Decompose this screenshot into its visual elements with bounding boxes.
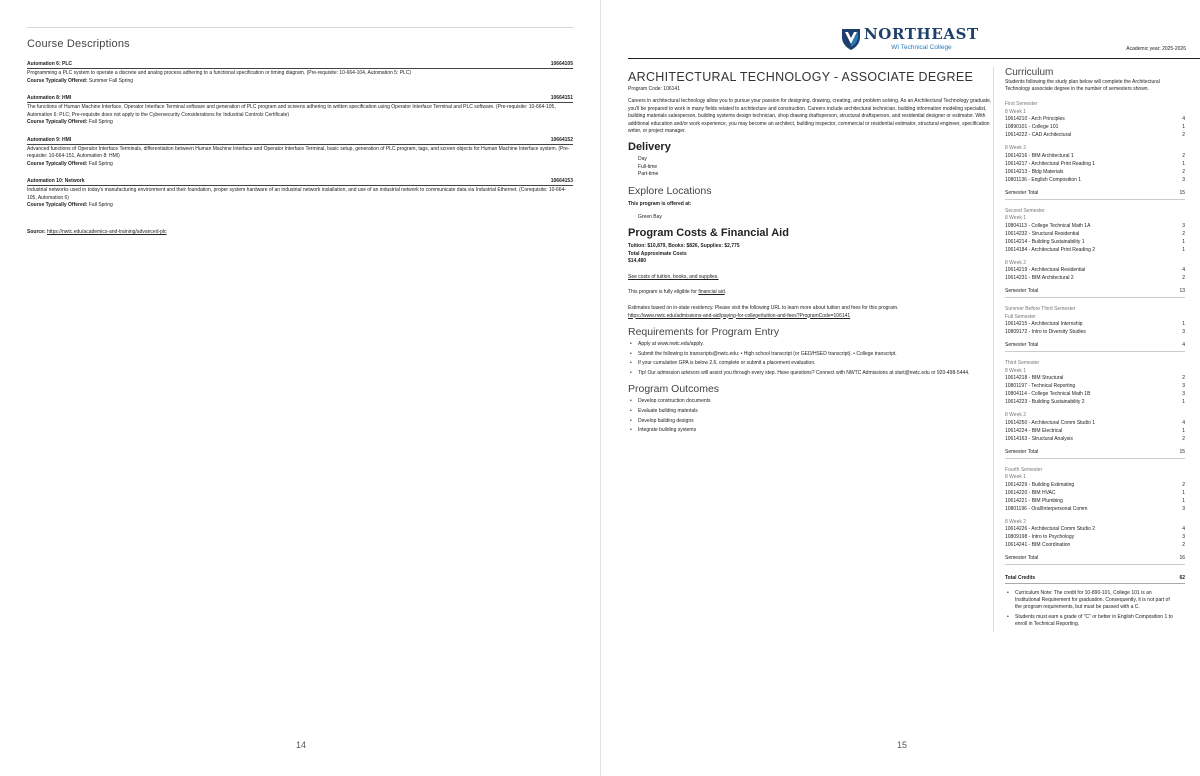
- curriculum-course-credits: 3: [1182, 176, 1185, 183]
- outcomes-list: [628, 398, 993, 434]
- curriculum-course-name: 10614224 - BIM Electrical: [1005, 427, 1063, 434]
- week-label: 8 Week 2: [1005, 145, 1027, 151]
- outcomes-heading: Program Outcomes: [628, 383, 720, 396]
- curriculum-course-row: [1005, 398, 1185, 406]
- course-entry: [27, 61, 573, 85]
- offered-label: Course Typically Offered:: [27, 160, 88, 167]
- week-label: 8 Week 1: [1005, 215, 1027, 221]
- curriculum-course-row: [1005, 382, 1185, 390]
- semester-total-row: [1005, 555, 1185, 565]
- curriculum-course-row: [1005, 238, 1185, 246]
- curriculum-course-name: 10614229 - Building Estimating: [1005, 481, 1075, 488]
- source-link[interactable]: https://nwtc.edu/academics-and-training/advanced-plc: [47, 229, 167, 235]
- semester-total-value: 15: [1179, 448, 1185, 455]
- course-entry: [27, 95, 573, 127]
- semester-total-value: 16: [1179, 555, 1185, 561]
- semester-total-row: [1005, 449, 1185, 459]
- curriculum-course-name: 10614215 - Architectural Internship: [1005, 321, 1083, 327]
- curriculum-course-row: [1005, 230, 1185, 238]
- curriculum-course-credits: 1: [1182, 238, 1185, 245]
- curriculum-course-row: [1005, 427, 1185, 435]
- curriculum-course-row: [1005, 246, 1185, 254]
- curriculum-course-row: [1005, 541, 1185, 549]
- source-label: Source:: [27, 229, 46, 235]
- program-main: [628, 70, 993, 437]
- curriculum-course-name: 10614226 - Architectural Comm Studio 2: [1005, 526, 1096, 532]
- offered-terms: Fall Spring: [88, 202, 113, 208]
- curriculum-course-credits: 2: [1182, 375, 1185, 381]
- requirement-item: • Tip! Our admission advisors will assist you through every step. Have questions? Connect with NWTC Admissions at start@nwtc.edu or 920-498-5444.: [628, 370, 993, 378]
- explore-heading: Explore Locations: [628, 184, 712, 197]
- curriculum-course-credits: 3: [1182, 383, 1185, 389]
- curriculum-course-credits: 1: [1182, 489, 1185, 496]
- offered-at-label: This program is offered at:: [628, 200, 692, 207]
- curriculum-course-row: [1005, 320, 1185, 328]
- curriculum-course-name: 10614210 - Arch Principles: [1005, 116, 1065, 122]
- curriculum-course-row: [1005, 489, 1185, 497]
- financial-aid-link[interactable]: financial aid: [698, 289, 725, 296]
- curriculum-course-row: [1005, 123, 1185, 131]
- curriculum-course-row: [1005, 176, 1185, 184]
- outcome-item: • Develop construction documents: [628, 398, 993, 406]
- curriculum-course-name: 10804113 - College Technical Math 1A: [1005, 222, 1091, 229]
- course-header: [27, 61, 573, 69]
- total-costs-value: $14,480: [628, 258, 647, 265]
- course-name: Automation 6: PLC: [27, 61, 72, 67]
- shield-logo-icon: [841, 27, 861, 51]
- curriculum-course-name: 10801136 - English Composition 1: [1005, 176, 1082, 183]
- curriculum-course-row: [1005, 222, 1185, 230]
- week-label: 8 Week 2: [1005, 518, 1027, 525]
- curriculum-intro: Students following the study plan below will complete the Architectural Technology associate degree in the number of semesters shown.: [1005, 79, 1160, 92]
- curriculum-course-row: [1005, 390, 1185, 398]
- course-offered: [27, 78, 573, 86]
- week-block: [1005, 313, 1185, 337]
- curriculum-course-name: 10890101 - College 101: [1005, 124, 1059, 130]
- curriculum-course-credits: 2: [1182, 435, 1185, 442]
- curriculum-course-name: 10614217 - Architectural Print Reading 1: [1005, 160, 1096, 167]
- tuition-line: Tuition: $10,879, Books: $826, Supplies: $2,775: [628, 242, 740, 249]
- curriculum-course-row: [1005, 481, 1185, 489]
- curriculum-course-credits: 1: [1182, 399, 1185, 405]
- curriculum-course-row: [1005, 435, 1185, 443]
- semester-title: First Semester: [1005, 101, 1038, 107]
- location: Green Bay: [638, 214, 662, 221]
- week-label: Full Semester: [1005, 313, 1036, 320]
- curriculum-course-name: 10614221 - BIM Plumbing: [1005, 497, 1063, 504]
- requirement-item: • Submit the following to transcripts@nwtc.edu: • High school transcript (or GED/HSED transcript). • College transcript.: [628, 351, 993, 359]
- offered-terms: Fall Spring: [88, 160, 113, 167]
- curriculum-course-row: [1005, 168, 1185, 176]
- course-code: 10664152: [550, 136, 573, 143]
- semester-total-value: 15: [1179, 189, 1185, 196]
- semester-list: [1005, 101, 1185, 565]
- semester-total-value: 13: [1179, 288, 1185, 294]
- semester-title: Second Semester: [1005, 207, 1045, 214]
- curriculum-course-name: 10809172 - Intro to Diversity Studies: [1005, 329, 1086, 335]
- course-description: Industrial networks used in today's manufacturing environment and their foundation, proper system hardware of an industrial network installation, and use of an industrial network to communicate data via Industrial Ethernet. (Corequisite: 10-664-105, Automation 6): [27, 187, 567, 201]
- week-block: [1005, 518, 1185, 550]
- delivery-item: Part-time: [638, 171, 659, 178]
- curriculum-course-row: [1005, 328, 1185, 336]
- curriculum-course-name: 10614232 - Structural Residential: [1005, 230, 1080, 237]
- curriculum-course-name: 10809198 - Intro to Psychology: [1005, 534, 1075, 540]
- curriculum-course-name: 10614216 - BIM Architectural 1: [1005, 152, 1074, 159]
- semester-total-label: Semester Total: [1005, 555, 1039, 561]
- curriculum-course-name: 10801196 - Oral/Interpersonal Comm: [1005, 505, 1088, 512]
- semester-total-row: [1005, 342, 1185, 352]
- semester-total-value: 4: [1182, 342, 1185, 348]
- course-offered: [27, 161, 573, 169]
- semester-total-label: Semester Total: [1005, 189, 1039, 196]
- course-description: Advanced functions of Operator Interface Terminals, differentiation between Human Machine Interface and Operator Interface Terminal, basic setup, generation of PLC program, tags, and screen objects for Human Machine Interface system. (Pre-requisite: 10-664-151, Automation 8: HMI): [27, 145, 570, 159]
- semester-title: Third Semester: [1005, 360, 1040, 366]
- curriculum-course-credits: 2: [1182, 168, 1185, 175]
- top-divider: [27, 27, 574, 28]
- curriculum-course-credits: 3: [1182, 391, 1185, 397]
- delivery-item: Full-time: [638, 163, 658, 170]
- program-title: ARCHITECTURAL TECHNOLOGY - ASSOCIATE DEGREE: [628, 70, 974, 84]
- week-label: 8 Week 2: [1005, 259, 1027, 266]
- curriculum-course-row: [1005, 374, 1185, 382]
- offered-label: Course Typically Offered:: [27, 119, 88, 125]
- total-credits-row: [1005, 575, 1185, 584]
- estimate-note: Estimates based on in-state residency. Please visit the following URL to learn more about tuition and fees for this program.: [628, 304, 899, 311]
- curriculum-course-name: 10614222 - CAD Architectural: [1005, 132, 1072, 138]
- header-divider: [628, 58, 1200, 59]
- outcome-item: • Integrate building systems: [628, 427, 993, 435]
- curriculum-course-row: [1005, 497, 1185, 505]
- curriculum-course-name: 10614214 - Building Sustainability 1: [1005, 238, 1085, 245]
- curriculum-course-credits: 2: [1182, 275, 1185, 281]
- outcome-item: • Develop building designs: [628, 418, 993, 426]
- curriculum-course-credits: 1: [1182, 246, 1185, 253]
- total-credits-label: Total Credits: [1005, 575, 1036, 581]
- curriculum-notes: [1005, 590, 1175, 628]
- course-entry: [27, 178, 573, 210]
- requirements-heading: Requirements for Program Entry: [628, 326, 780, 339]
- course-offered: [27, 119, 573, 127]
- semester-title: Fourth Semester: [1005, 466, 1043, 473]
- curriculum-course-row: [1005, 274, 1185, 282]
- curriculum-course-credits: 2: [1182, 481, 1185, 488]
- semester-block: [1005, 207, 1185, 299]
- week-label: 8 Week 1: [1005, 367, 1027, 374]
- curriculum-course-row: [1005, 505, 1185, 513]
- college-logo: [841, 27, 979, 51]
- logo-text: [864, 27, 979, 51]
- delivery-item: Day: [638, 155, 647, 162]
- costs-link[interactable]: See costs of tuition, books, and supplies.: [628, 273, 719, 280]
- curriculum-course-row: [1005, 131, 1185, 139]
- section-title: Course Descriptions: [27, 38, 130, 50]
- offered-terms: Summer Fall Spring: [88, 77, 134, 84]
- curriculum-course-name: 10614250 - Architectural Comm Studio 1: [1005, 419, 1096, 426]
- offered-label: Course Typically Offered:: [27, 202, 88, 208]
- week-block: [1005, 412, 1185, 443]
- curriculum-course-name: 10614241 - BIM Coordination: [1005, 542, 1071, 548]
- logo-subtitle: WI Technical College: [891, 44, 952, 51]
- course-header: [27, 137, 573, 145]
- logo-name: NORTHEAST: [864, 25, 979, 43]
- academic-year: Academic year: 2025-2026: [1126, 46, 1186, 52]
- curriculum-column: [993, 67, 1185, 632]
- course-code: 10664153: [550, 178, 573, 184]
- curriculum-course-credits: 4: [1182, 526, 1185, 532]
- curriculum-course-credits: 3: [1182, 222, 1185, 229]
- curriculum-course-name: 10614213 - Bldg Materials: [1005, 168, 1064, 175]
- curriculum-course-credits: 1: [1182, 497, 1185, 504]
- week-label: 8 Week 1: [1005, 108, 1027, 115]
- week-label: 8 Week 2: [1005, 412, 1027, 418]
- curriculum-course-credits: 4: [1182, 419, 1185, 426]
- course-entry: [27, 137, 573, 169]
- total-costs-label: Total Approximate Costs: [628, 250, 687, 257]
- curriculum-course-credits: 2: [1182, 132, 1185, 138]
- requirement-item: • If your cumulative GPA is below 2.6, complete or submit a placement evaluation.: [628, 360, 993, 368]
- semester-total-row: [1005, 190, 1185, 200]
- curriculum-note: • Curriculum Note: The credit for 10-890-101, College 101 is an Institutional Requirement for graduation. Consequently, it is not part of the program requirements, but must be passed with a C.: [1005, 590, 1175, 611]
- delivery-heading: Delivery: [628, 140, 671, 153]
- fin-aid-prefix: This program is fully eligible for: [628, 289, 699, 296]
- curriculum-course-name: 10614223 - Building Sustainability 2: [1005, 399, 1085, 405]
- curriculum-course-row: [1005, 152, 1185, 160]
- program-code: Program Code: 106141: [628, 86, 680, 92]
- total-credits-value: 62: [1179, 575, 1185, 581]
- curriculum-title: Curriculum: [1005, 67, 1054, 78]
- curriculum-course-name: 10614220 - BIM HVAC: [1005, 489, 1056, 496]
- week-block: [1005, 474, 1185, 513]
- curriculum-course-credits: 1: [1182, 427, 1185, 434]
- curriculum-course-credits: 2: [1182, 230, 1185, 237]
- program-intro: Careers in architectural technology allow you to pursue your passion for designing, drawing, creating, and problem solving. As an Architectural Technology graduate, you'll be prepared to work in many fields related to architecture and construction. Careers include architectural technician, building information modeling specialist, building materials salesperson, building systems design technician, shop drawing draftsperson, structural draftsperson, and residential designer or estimator. With additional education and/or work experience, you may become an architect, building inspector, commercial or residential estimator, structural engineer, specification writer, or project manager.: [628, 98, 992, 135]
- curriculum-course-row: [1005, 160, 1185, 168]
- curriculum-course-credits: 4: [1182, 116, 1185, 122]
- offered-terms: Fall Spring: [88, 119, 113, 125]
- semester-block: [1005, 101, 1185, 200]
- curriculum-course-name: 10614218 - BIM Structural: [1005, 375, 1064, 381]
- semester-total-label: Semester Total: [1005, 342, 1039, 348]
- curriculum-course-name: 10614219 - Architectural Residential: [1005, 267, 1086, 273]
- course-header: [27, 178, 573, 186]
- course-name: Automation 10: Network: [27, 178, 85, 184]
- curriculum-course-credits: 2: [1182, 542, 1185, 548]
- offered-label: Course Typically Offered:: [27, 77, 88, 84]
- curriculum-course-name: 10801197 - Technical Reporting: [1005, 383, 1076, 389]
- week-block: [1005, 145, 1185, 184]
- curriculum-course-credits: 3: [1182, 329, 1185, 335]
- course-offered: [27, 202, 573, 210]
- semester-total-row: [1005, 288, 1185, 298]
- week-block: [1005, 215, 1185, 254]
- curriculum-course-row: [1005, 419, 1185, 427]
- course-description: The functions of Human Machine Interface, Operator Interface Terminal software and generation of PLC program and screens adhering to written specification using Operator Interface Terminal and PLC software. (Pre-requisite: 10-664-105, Automation 6: PLC; Pre-requisite does not apply to the Cybersecurity Considerations for Industrial Controls Certificate): [27, 104, 556, 118]
- curriculum-course-row: [1005, 533, 1185, 541]
- curriculum-course-name: 10804114 - College Technical Math 1B: [1005, 391, 1091, 397]
- delivery-list: [638, 156, 993, 179]
- page-number: 14: [296, 740, 307, 750]
- curriculum-course-credits: 3: [1182, 505, 1185, 512]
- curriculum-course-name: 10614231 - BIM Architectural 2: [1005, 275, 1074, 281]
- semester-title: Summer Before Third Semester: [1005, 306, 1076, 312]
- course-header: [27, 95, 573, 103]
- course-name: Automation 8: HMI: [27, 95, 72, 101]
- course-list: [27, 61, 573, 220]
- curriculum-note: • Students must earn a grade of "C" or better in English Composition 1 to enroll in Technical Reporting.: [1005, 614, 1175, 628]
- semester-block: [1005, 466, 1185, 566]
- course-code: 10664151: [550, 95, 573, 101]
- financial-aid-line: [628, 289, 993, 297]
- fin-aid-suffix: .: [724, 289, 727, 296]
- week-block: [1005, 367, 1185, 407]
- outcome-item: • Evaluate building materials: [628, 408, 993, 416]
- curriculum-course-credits: 1: [1182, 321, 1185, 327]
- curriculum-course-credits: 1: [1182, 124, 1185, 130]
- week-block: [1005, 259, 1185, 283]
- source-line: [27, 229, 167, 235]
- curriculum-course-name: 10614184 - Architectural Print Reading 2: [1005, 246, 1096, 253]
- course-name: Automation 9: HMI: [27, 136, 72, 143]
- curriculum-course-credits: 3: [1182, 534, 1185, 540]
- curriculum-course-row: [1005, 525, 1185, 533]
- curriculum-course-row: [1005, 115, 1185, 123]
- requirements-list: [628, 341, 993, 377]
- course-description: Programming a PLC system to operate a discrete and analog process adhering to a functional specification or timing diagram. (Pre-requisite: 10-664-104, Automation 5: PLC): [27, 70, 412, 76]
- requirement-item: • Apply at www.nwtc.edu/apply.: [628, 341, 993, 349]
- page-number: 15: [897, 740, 908, 750]
- curriculum-course-credits: 4: [1182, 267, 1185, 273]
- curriculum-course-row: [1005, 266, 1185, 274]
- semester-total-label: Semester Total: [1005, 448, 1039, 455]
- tuition-fees-link[interactable]: https://www.nwtc.edu/admissions-and-aid/paying-for-college/tuition-and-fees?ProgramCode=106141: [628, 312, 851, 319]
- curriculum-course-credits: 1: [1182, 160, 1185, 167]
- curriculum-course-name: 10614163 - Structural Analysis: [1005, 435, 1073, 442]
- semester-total-label: Semester Total: [1005, 288, 1039, 294]
- costs-heading: Program Costs & Financial Aid: [628, 226, 789, 239]
- curriculum-course-credits: 2: [1182, 152, 1185, 159]
- right-page: [600, 0, 1200, 776]
- semester-block: [1005, 360, 1185, 459]
- semester-block: [1005, 306, 1185, 352]
- course-code: 10664105: [550, 61, 573, 67]
- week-label: 8 Week 1: [1005, 474, 1027, 480]
- week-block: [1005, 108, 1185, 140]
